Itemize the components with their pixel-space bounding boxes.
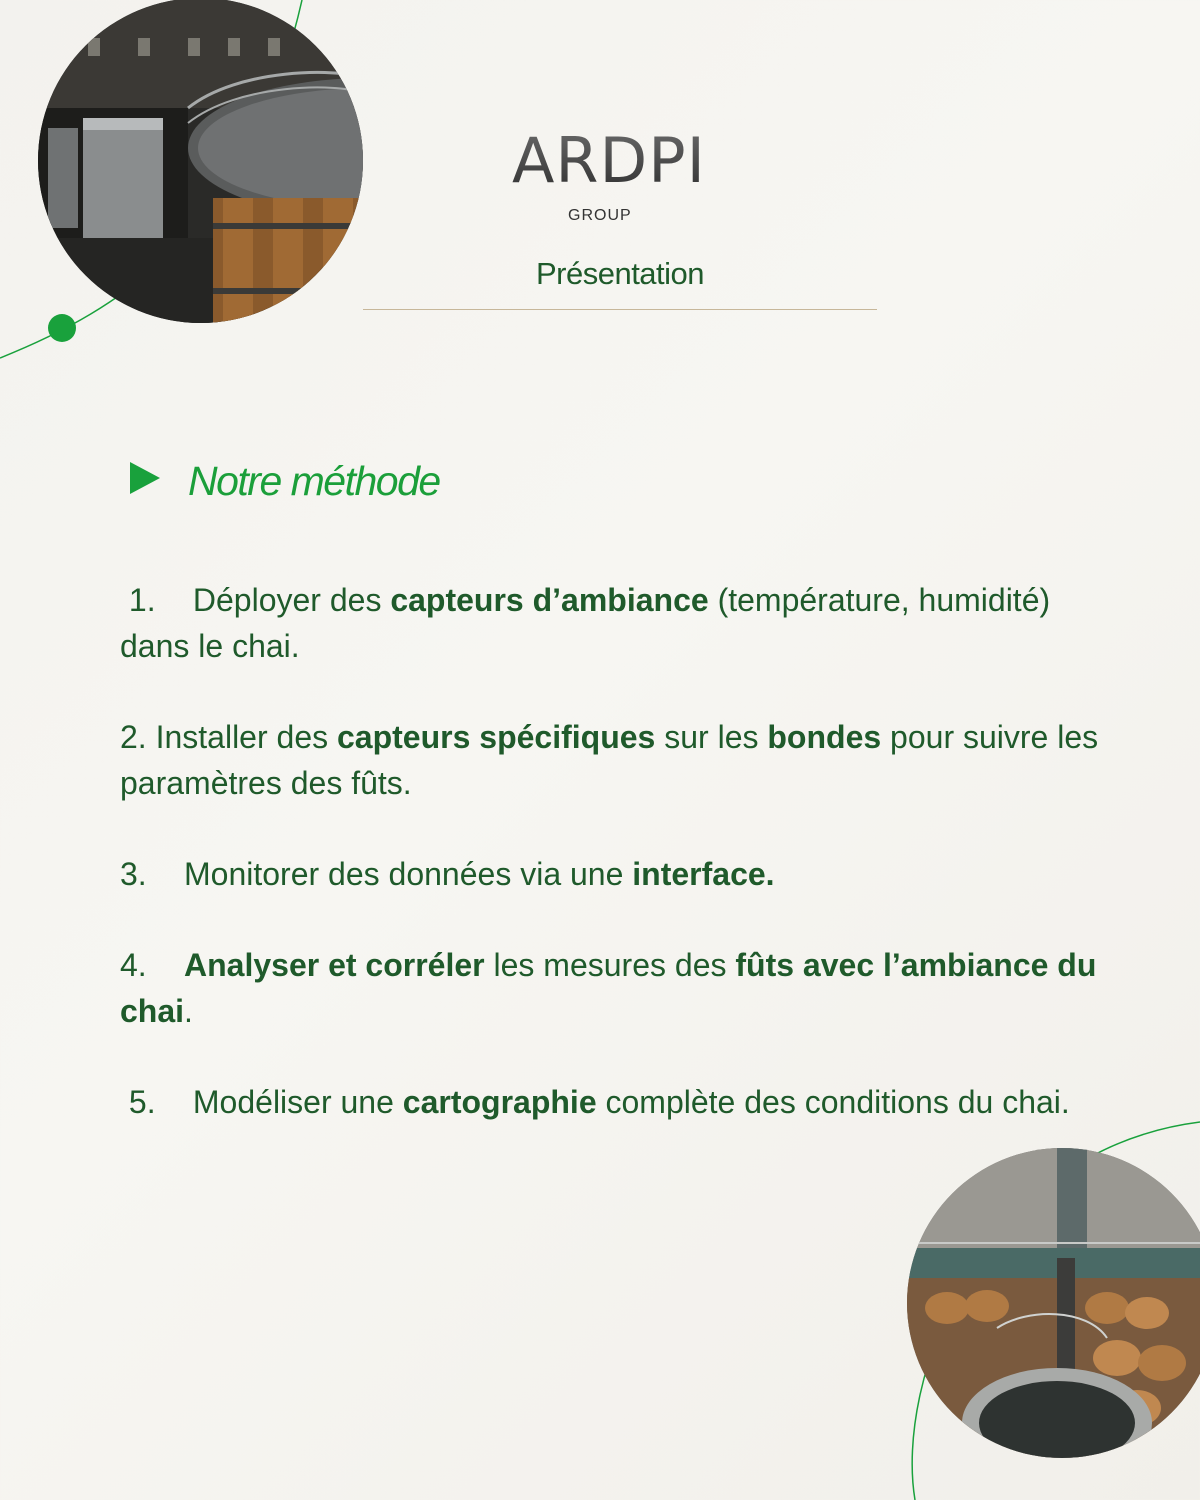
step-number: 3. — [120, 856, 147, 892]
step-text: Déployer des — [192, 582, 391, 618]
step-text: Modéliser une — [192, 1084, 403, 1120]
divider — [363, 309, 877, 310]
step-bold: interface. — [632, 856, 775, 892]
step-1 — [120, 577, 1100, 669]
step-bold: capteurs d’ambiance — [390, 582, 709, 618]
step-text: sur les — [655, 719, 768, 755]
green-dot-decoration — [48, 314, 76, 342]
logo-wordmark: ARDPI — [512, 124, 706, 197]
play-icon — [130, 462, 160, 494]
step-number: 4. — [120, 947, 147, 983]
step-text: Installer des — [146, 719, 337, 755]
step-text: pour suivre les paramètres des fûts. — [120, 719, 1099, 801]
step-bold: bondes — [767, 719, 882, 755]
section-label: Présentation — [535, 256, 705, 291]
step-text: complète des conditions du chai. — [596, 1084, 1070, 1120]
logo — [512, 126, 722, 226]
step-text: . — [184, 993, 193, 1029]
step-4 — [120, 942, 1100, 1034]
step-text: Monitorer des données via une — [184, 856, 633, 892]
winery-photo-bottom — [907, 1148, 1200, 1458]
step-bold: capteurs spécifiques — [337, 719, 656, 755]
step-2 — [120, 714, 1100, 806]
step-text: (température, humidité) dans le chai. — [120, 582, 1051, 664]
heading: Notre méthode — [188, 458, 440, 504]
logo-subtitle: GROUP — [568, 207, 632, 224]
step-text: les mesures des — [484, 947, 736, 983]
step-bold: fûts avec l’ambiance du chai — [120, 947, 1097, 1029]
step-number: 5. — [128, 1084, 156, 1120]
step-5 — [120, 1079, 1100, 1125]
step-bold: Analyser et corréler — [184, 947, 485, 983]
steps-list — [120, 577, 1100, 1170]
step-number: 1. — [128, 582, 156, 618]
step-bold: cartographie — [402, 1084, 597, 1120]
step-number: 2. — [120, 719, 147, 755]
step-3 — [120, 851, 1100, 897]
winery-photo-top — [38, 0, 363, 323]
